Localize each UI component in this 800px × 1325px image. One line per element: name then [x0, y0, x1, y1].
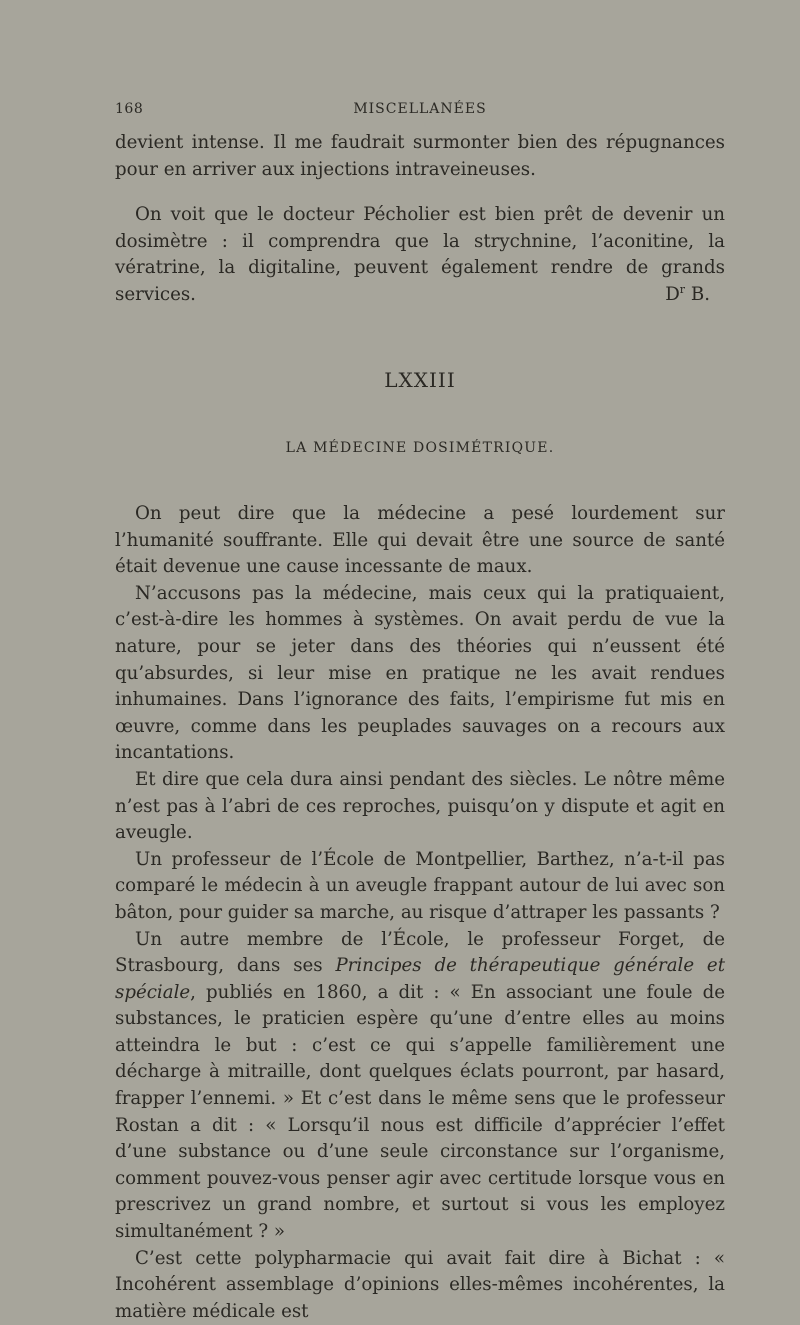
body-paragraph-3: Et dire que cela dura ainsi pendant des siècles. Le nôtre même n’est pas à l’abri de ces reproches, puisqu’on y dispute et agit en aveugle. — [115, 768, 725, 844]
signature-prefix: D — [665, 284, 680, 306]
chapter-body — [115, 501, 725, 1325]
body-paragraph-5 — [115, 927, 725, 1246]
body-paragraph-1: On peut dire que la médecine a pesé lourdement sur l’humanité souffrante. Elle qui devait être une source de santé était devenue une cause incessante de maux. — [115, 503, 725, 578]
intro-paragraph: On voit que le docteur Pécholier est bien prêt de devenir un dosimètre : il comprendra que la strychnine, l’aconitine, la vératrine, la digitaline, peuvent également rendre de grands services. — [115, 204, 725, 305]
body-paragraph-2: N’accusons pas la médecine, mais ceux qui la pratiquaient, c’est-à-dire les hommes à systèmes. On avait perdu de vue la nature, pour se jeter dans des théories qui n’eussent été qu’absurdes, si leur mise en pratique ne les avait rendues inhumaines. Dans l’ignorance des faits, l’empirisme fut mis en œuvre, comme dans les peuplades sauvages on a recours aux incantations. — [115, 582, 725, 764]
signature-suffix: B. — [685, 284, 710, 306]
body-paragraph-5-part-b: , publiés en 1860, a dit : « En associant une foule de substances, le praticien espère qu’une d’entre elles au moins atteindra le but : c’est ce qui s’appelle familièrement une décharge à mitraille, dont quelques éclats pourront, par hasard, frapper l’ennemi. » Et c’est dans le même sens que le professeur Rostan a dit : « Lorsqu’il nous est difficile d’apprécier l’effet d’une substance ou d’une seule circonstance sur l’organisme, comment pouvez-vous penser agir avec certitude lorsque vous en prescrivez un grand nombre, et surtout si vous les employez simultanément ? » — [115, 981, 725, 1243]
running-head — [115, 101, 725, 123]
body-paragraph-4: Un professeur de l’École de Montpellier, Barthez, n’a-t-il pas comparé le médecin à un aveugle frappant autour de lui avec son bâton, pour guider sa marche, au risque d’attraper les passants ? — [115, 848, 725, 923]
signature — [115, 283, 710, 305]
intro-block — [115, 130, 725, 309]
body-paragraph-6: C’est cette polypharmacie qui avait fait dire à Bichat : « Incohérent assemblage d’opinions elles-mêmes incohérentes, la matière médicale est — [115, 1247, 725, 1322]
chapter-title: LA MÉDECINE DOSIMÉTRIQUE. — [285, 440, 555, 456]
body-paragraph-5-part-a: Un autre membre de l’École, le professeur Forget, de Strasbourg, dans ses — [115, 928, 725, 977]
page-number: 168 — [115, 101, 144, 117]
book-title-italic: Principes de thérapeutique générale et spéciale — [115, 955, 726, 1003]
intro-paragraph-continued: devient intense. Il me faudrait surmonter bien des répugnances pour en arriver aux injections intraveineuses. — [115, 132, 725, 180]
running-title: MISCELLANÉES — [353, 101, 487, 117]
chapter-number: LXXIII — [384, 368, 456, 392]
signature-superscript: r — [679, 283, 686, 296]
